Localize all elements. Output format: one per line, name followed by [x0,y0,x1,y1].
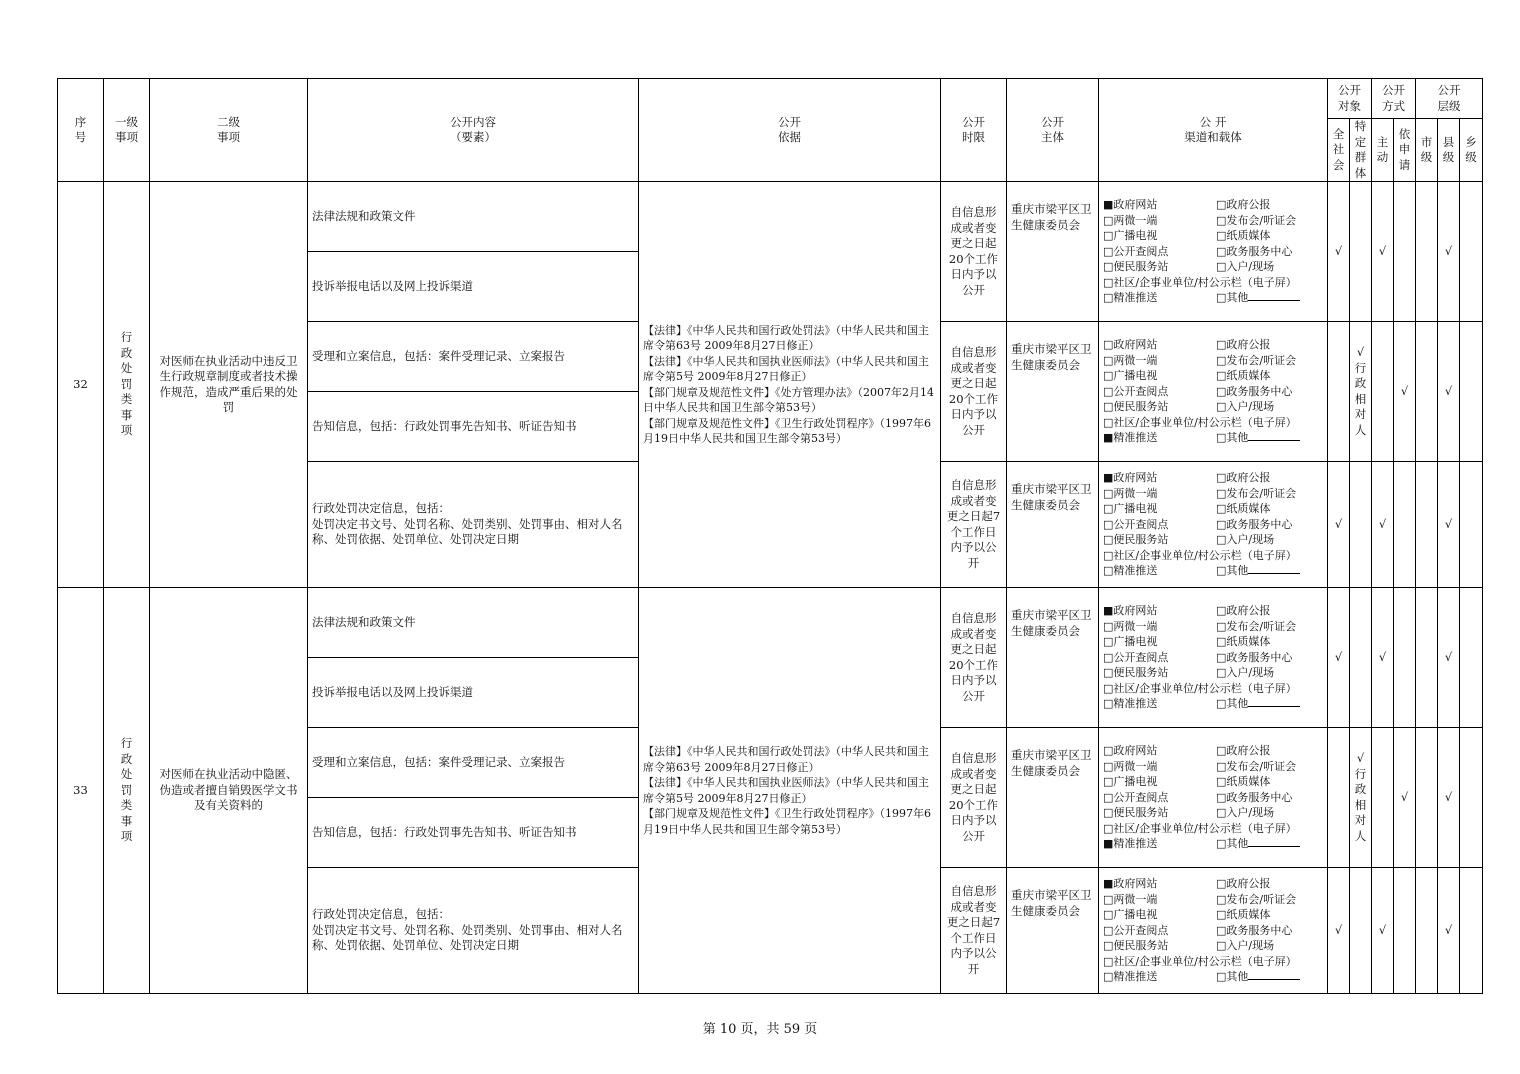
channel-option-label: □公开查阅点 [1103,244,1169,258]
mark-value: √ [1444,383,1453,398]
table-row [58,588,1483,658]
disclosure-channels [1099,322,1328,462]
channel-option [1216,650,1323,666]
channel-option [1103,938,1216,954]
channel-option [1216,337,1323,353]
channel-option [1103,399,1216,415]
channel-option [1103,634,1216,650]
channel-option-label: □社区/企事业单位/村公示栏（电子屏） [1103,415,1297,429]
channel-option-label: □便民服务站 [1103,806,1169,820]
item-seq: 32 [58,182,104,588]
channel-option-label: □政府公报 [1216,471,1271,485]
channel-option-label: □政府公报 [1216,744,1271,758]
channel-option [1216,244,1323,260]
mark-method-active [1372,322,1394,462]
other-blank-line [1248,290,1300,301]
mark-tier-city [1416,588,1438,728]
channel-option-label: □广播电视 [1103,502,1158,516]
channel-option [1103,517,1216,533]
mark-method-active [1372,462,1394,588]
disclosure-content: 受理和立案信息，包括：案件受理记录、立案报告 [308,322,639,392]
mark-value: √行政相对人 [1354,345,1367,437]
item-level2: 对医师在执业活动中隐匿、伪造或者擅自销毁医学文书及有关资料的 [150,588,308,994]
channel-option [1103,213,1216,229]
header-target-all: 全社会 [1328,119,1350,182]
channel-option-label: ■精准推送 [1103,837,1158,851]
mark-tier-city [1416,868,1438,994]
channel-option [1103,907,1216,923]
mark-target-specific [1350,868,1372,994]
disclosure-time: 自信息形成或者变更之日起20个工作日内予以公开 [941,728,1007,868]
channel-option [1103,197,1216,213]
item-level1 [104,588,150,994]
channel-option [1103,805,1216,821]
channel-option-label: □两微一端 [1103,619,1158,633]
channel-option-label: □政府公报 [1216,338,1271,352]
mark-value: √ [1444,789,1453,804]
other-blank-line [1248,430,1300,441]
channel-option [1103,821,1323,837]
mark-value: √ [1444,516,1453,531]
channel-option [1103,228,1216,244]
mark-tier-town [1460,728,1483,868]
channel-option-label: □两微一端 [1103,892,1158,906]
channel-option-label: □政府公报 [1216,198,1271,212]
disclosure-content: 法律法规和政策文件 [308,588,639,658]
channel-option-label: □便民服务站 [1103,260,1169,274]
channel-grid [1103,197,1323,306]
header-time: 公开 时限 [941,79,1007,182]
channel-option [1103,353,1216,369]
channel-option-label: □政府公报 [1216,604,1271,618]
channel-option [1216,603,1323,619]
channel-option-label: □便民服务站 [1103,400,1169,414]
channel-option [1103,290,1216,306]
header-seq: 序号 [58,79,104,182]
channel-option [1216,836,1323,852]
channel-option-label: □纸质媒体 [1216,635,1271,649]
channel-option [1216,696,1323,712]
channel-option [1216,743,1323,759]
channel-option-label: □广播电视 [1103,635,1158,649]
channel-option [1216,430,1323,446]
channel-option [1216,938,1323,954]
channel-option-label: □公开查阅点 [1103,517,1169,531]
header-subject: 公开 主体 [1007,79,1099,182]
channel-option [1103,759,1216,775]
disclosure-content: 行政处罚决定信息，包括： 处罚决定书文号、处罚名称、处罚类别、处罚事由、相对人名称、处罚依据、处罚单位、处罚决定日期 [308,868,639,994]
channel-option-label: □入户/现场 [1216,533,1275,547]
channel-option-label: ■政府网站 [1103,604,1158,618]
channel-grid [1103,337,1323,446]
header-basis: 公开 依据 [639,79,941,182]
disclosure-content: 行政处罚决定信息，包括： 处罚决定书文号、处罚名称、处罚类别、处罚事由、相对人名称、处罚依据、处罚单位、处罚决定日期 [308,462,639,588]
mark-target-all [1328,728,1350,868]
mark-tier-city [1416,728,1438,868]
channel-option-label: □其他 [1216,291,1249,305]
basis-entry: 【法律】《中华人民共和国行政处罚法》（中华人民共和国主席令第63号 2009年8月27日修正） [643,745,929,774]
channel-option-label: □发布会/听证会 [1216,213,1297,227]
disclosure-content: 告知信息，包括：行政处罚事先告知书、听证告知书 [308,392,639,462]
table-body [58,182,1483,994]
mark-target-all [1328,462,1350,588]
channel-option [1216,290,1323,306]
channel-option [1216,790,1323,806]
mark-target-all [1328,322,1350,462]
channel-option-label: □入户/现场 [1216,400,1275,414]
channel-option-label: □纸质媒体 [1216,502,1271,516]
header-level2: 二级事项 [150,79,308,182]
channel-option-label: □两微一端 [1103,213,1158,227]
channel-option [1103,743,1216,759]
channel-option-label: □入户/现场 [1216,939,1275,953]
channel-option-label: □纸质媒体 [1216,229,1271,243]
channel-option [1103,244,1216,260]
header-target-specific: 特定群体 [1350,119,1372,182]
disclosure-channels [1099,462,1328,588]
mark-tier-town [1460,182,1483,322]
item-level1-text: 行政处罚类事项 [120,736,133,844]
channel-option-label: □政务服务中心 [1216,650,1293,664]
channel-option-label: □政务服务中心 [1216,923,1293,937]
channel-option-label: □精准推送 [1103,564,1158,578]
channel-option [1216,759,1323,775]
header-tier-city: 市级 [1416,119,1438,182]
channel-option [1216,259,1323,275]
mark-tier-county [1438,322,1460,462]
page-footer: 第 10 页，共 59 页 [702,1022,818,1037]
channel-option-label: □发布会/听证会 [1216,892,1297,906]
mark-target-specific [1350,182,1372,322]
channel-option-label: □其他 [1216,837,1249,851]
header-level1: 一级事项 [104,79,150,182]
channel-option-label: □精准推送 [1103,291,1158,305]
channel-option [1103,532,1216,548]
mark-value: √ [1334,649,1343,664]
mark-value: √ [1334,922,1343,937]
channel-option [1216,384,1323,400]
disclosure-time: 自信息形成或者变更之日起7个工作日内予以公开 [941,868,1007,994]
channel-option [1216,969,1323,985]
channel-option-label: □纸质媒体 [1216,369,1271,383]
channel-option [1216,563,1323,579]
channel-option [1216,805,1323,821]
disclosure-channels [1099,588,1328,728]
channel-option [1103,774,1216,790]
channel-option [1216,774,1323,790]
mark-value: √ [1400,789,1409,804]
channel-grid [1103,603,1323,712]
basis-entry: 【部门规章及规范性文件】《卫生行政处罚程序》（1997年6月19日中华人民共和国卫生部令第53号） [643,416,931,445]
basis-entry: 【部门规章及规范性文件】《处方管理办法》（2007年2月14日中华人民共和国卫生部令第53号） [643,385,934,414]
channel-option-label: □广播电视 [1103,908,1158,922]
disclosure-time: 自信息形成或者变更之日起7个工作日内予以公开 [941,462,1007,588]
basis-entry: 【法律】《中华人民共和国执业医师法》（中华人民共和国主席令第5号 2009年8月27日修正） [643,354,929,383]
channel-option [1103,368,1216,384]
mark-method-active [1372,588,1394,728]
channel-option-label: □精准推送 [1103,970,1158,984]
disclosure-basis [639,588,941,994]
mark-value: √ [1444,243,1453,258]
header-target: 公开 对象 [1328,79,1372,119]
channel-option-label: □便民服务站 [1103,666,1169,680]
disclosure-content: 告知信息，包括：行政处罚事先告知书、听证告知书 [308,798,639,868]
mark-method-apply [1394,182,1416,322]
channel-option-label: □入户/现场 [1216,666,1275,680]
mark-tier-city [1416,322,1438,462]
mark-target-specific [1350,728,1372,868]
channel-option [1216,665,1323,681]
channel-option [1216,197,1323,213]
channel-option [1103,619,1216,635]
channel-option [1216,470,1323,486]
disclosure-table [57,78,1483,994]
mark-target-specific [1350,462,1372,588]
channel-option-label: □社区/企事业单位/村公示栏（电子屏） [1103,548,1297,562]
channel-option [1103,665,1216,681]
channel-option [1103,681,1323,697]
channel-option-label: □便民服务站 [1103,939,1169,953]
mark-method-apply [1394,868,1416,994]
channel-option-label: □政府网站 [1103,744,1158,758]
mark-method-apply [1394,322,1416,462]
channel-option [1216,619,1323,635]
channel-option [1103,650,1216,666]
disclosure-time: 自信息形成或者变更之日起20个工作日内予以公开 [941,588,1007,728]
channel-option-label: □发布会/听证会 [1216,353,1297,367]
disclosure-content: 受理和立案信息，包括：案件受理记录、立案报告 [308,728,639,798]
channel-option [1216,213,1323,229]
channel-option-label: □社区/企事业单位/村公示栏（电子屏） [1103,275,1297,289]
mark-tier-county [1438,462,1460,588]
item-level1-text: 行政处罚类事项 [120,330,133,438]
mark-method-apply [1394,462,1416,588]
channel-option [1216,399,1323,415]
mark-tier-county [1438,588,1460,728]
mark-value: √行政相对人 [1354,751,1367,843]
mark-method-apply [1394,728,1416,868]
channel-option-label: □广播电视 [1103,369,1158,383]
channel-option [1103,603,1216,619]
disclosure-time: 自信息形成或者变更之日起20个工作日内予以公开 [941,322,1007,462]
channel-option [1216,532,1323,548]
header-channel: 公 开 渠道和载体 [1099,79,1328,182]
header-method-active: 主动 [1372,119,1394,182]
mark-target-all [1328,182,1350,322]
channel-option [1216,923,1323,939]
disclosure-channels [1099,868,1328,994]
channel-option [1216,892,1323,908]
header-tier-county: 县级 [1438,119,1460,182]
disclosure-subject: 重庆市梁平区卫生健康委员会 [1007,182,1099,322]
header-content: 公开内容 （要素） [308,79,639,182]
channel-option [1103,415,1323,431]
channel-option-label: □便民服务站 [1103,533,1169,547]
mark-tier-city [1416,462,1438,588]
mark-tier-town [1460,868,1483,994]
disclosure-content: 投诉举报电话以及网上投诉渠道 [308,252,639,322]
channel-option-label: □广播电视 [1103,229,1158,243]
mark-value: √ [1378,516,1387,531]
mark-value: √ [1444,649,1453,664]
channel-option-label: □发布会/听证会 [1216,619,1297,633]
channel-option-label: □其他 [1216,431,1249,445]
channel-option-label: □其他 [1216,564,1249,578]
channel-option-label: □公开查阅点 [1103,790,1169,804]
channel-option [1103,384,1216,400]
disclosure-channels [1099,728,1328,868]
mark-tier-county [1438,182,1460,322]
channel-option [1103,548,1323,564]
header-method: 公开 方式 [1372,79,1416,119]
table-row [58,182,1483,252]
channel-grid [1103,876,1323,985]
channel-option-label: □政务服务中心 [1216,790,1293,804]
channel-option [1216,876,1323,892]
disclosure-content: 投诉举报电话以及网上投诉渠道 [308,658,639,728]
channel-option [1216,486,1323,502]
channel-option-label: □公开查阅点 [1103,923,1169,937]
channel-option-label: □政府网站 [1103,338,1158,352]
channel-option [1103,923,1216,939]
channel-option-label: ■政府网站 [1103,198,1158,212]
channel-option [1103,430,1216,446]
mark-tier-town [1460,588,1483,728]
disclosure-basis [639,182,941,588]
channel-grid [1103,743,1323,852]
channel-option [1216,368,1323,384]
channel-option [1103,892,1216,908]
mark-target-specific [1350,588,1372,728]
channel-option [1103,337,1216,353]
mark-tier-town [1460,462,1483,588]
channel-option [1216,634,1323,650]
channel-option-label: □纸质媒体 [1216,908,1271,922]
disclosure-content: 法律法规和政策文件 [308,182,639,252]
channel-option [1103,470,1216,486]
mark-value: √ [1334,516,1343,531]
channel-option-label: □政府公报 [1216,877,1271,891]
disclosure-subject: 重庆市梁平区卫生健康委员会 [1007,588,1099,728]
other-blank-line [1248,563,1300,574]
mark-tier-town [1460,322,1483,462]
channel-option-label: □政务服务中心 [1216,517,1293,531]
mark-method-active [1372,182,1394,322]
channel-option [1103,259,1216,275]
channel-option [1103,275,1323,291]
basis-entry: 【法律】《中华人民共和国执业医师法》（中华人民共和国主席令第5号 2009年8月27日修正） [643,776,929,805]
table-header [58,79,1483,182]
channel-option [1216,517,1323,533]
channel-option-label: ■政府网站 [1103,877,1158,891]
channel-grid [1103,470,1323,579]
other-blank-line [1248,696,1300,707]
channel-option [1103,790,1216,806]
disclosure-subject: 重庆市梁平区卫生健康委员会 [1007,728,1099,868]
mark-method-active [1372,868,1394,994]
channel-option-label: □社区/企事业单位/村公示栏（电子屏） [1103,954,1297,968]
channel-option-label: □纸质媒体 [1216,775,1271,789]
mark-target-all [1328,588,1350,728]
mark-tier-city [1416,182,1438,322]
channel-option-label: □发布会/听证会 [1216,759,1297,773]
other-blank-line [1248,969,1300,980]
channel-option-label: □其他 [1216,697,1249,711]
channel-option [1103,876,1216,892]
mark-value: √ [1444,922,1453,937]
channel-option-label: □广播电视 [1103,775,1158,789]
mark-value: √ [1378,649,1387,664]
channel-option-label: □入户/现场 [1216,806,1275,820]
item-seq: 33 [58,588,104,994]
channel-option-label: ■政府网站 [1103,471,1158,485]
mark-value: √ [1334,243,1343,258]
mark-value: √ [1378,243,1387,258]
channel-option [1216,501,1323,517]
channel-option [1103,501,1216,517]
disclosure-subject: 重庆市梁平区卫生健康委员会 [1007,868,1099,994]
item-level1 [104,182,150,588]
channel-option-label: □发布会/听证会 [1216,486,1297,500]
channel-option [1103,563,1216,579]
channel-option-label: ■精准推送 [1103,431,1158,445]
channel-option [1216,907,1323,923]
channel-option-label: □其他 [1216,970,1249,984]
mark-method-apply [1394,588,1416,728]
basis-entry: 【部门规章及规范性文件】《卫生行政处罚程序》（1997年6月19日中华人民共和国卫生部令第53号） [643,807,931,836]
channel-option-label: □政务服务中心 [1216,384,1293,398]
item-level2: 对医师在执业活动中违反卫生行政规章制度或者技术操作规范，造成严重后果的处罚 [150,182,308,588]
mark-target-all [1328,868,1350,994]
channel-option-label: □社区/企事业单位/村公示栏（电子屏） [1103,681,1297,695]
basis-entry: 【法律】《中华人民共和国行政处罚法》（中华人民共和国主席令第63号 2009年8月27日修正） [643,323,929,352]
channel-option-label: □政务服务中心 [1216,244,1293,258]
mark-tier-county [1438,728,1460,868]
channel-option-label: □社区/企事业单位/村公示栏（电子屏） [1103,821,1297,835]
header-method-apply: 依申请 [1394,119,1416,182]
channel-option-label: □精准推送 [1103,697,1158,711]
mark-value: √ [1378,922,1387,937]
channel-option [1103,486,1216,502]
header-tier-town: 乡级 [1460,119,1483,182]
channel-option-label: □两微一端 [1103,486,1158,500]
other-blank-line [1248,836,1300,847]
disclosure-time: 自信息形成或者变更之日起20个工作日内予以公开 [941,182,1007,322]
header-tier: 公开 层级 [1416,79,1483,119]
disclosure-subject: 重庆市梁平区卫生健康委员会 [1007,462,1099,588]
channel-option [1103,969,1216,985]
channel-option-label: □入户/现场 [1216,260,1275,274]
mark-value: √ [1400,383,1409,398]
channel-option [1216,353,1323,369]
channel-option [1103,696,1216,712]
mark-target-specific [1350,322,1372,462]
mark-method-active [1372,728,1394,868]
channel-option [1103,836,1216,852]
channel-option-label: □公开查阅点 [1103,650,1169,664]
channel-option-label: □两微一端 [1103,759,1158,773]
channel-option [1103,954,1323,970]
disclosure-channels [1099,182,1328,322]
channel-option-label: □公开查阅点 [1103,384,1169,398]
disclosure-subject: 重庆市梁平区卫生健康委员会 [1007,322,1099,462]
channel-option [1216,228,1323,244]
mark-tier-county [1438,868,1460,994]
channel-option-label: □两微一端 [1103,353,1158,367]
